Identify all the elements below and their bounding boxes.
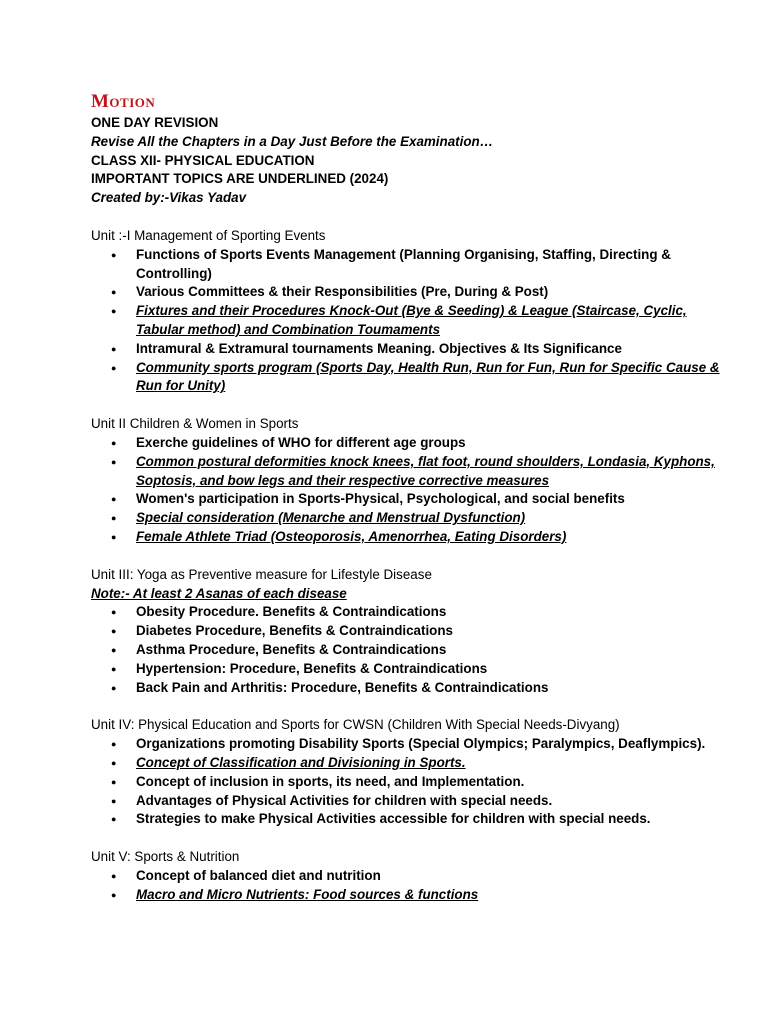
list-item-text: Macro and Micro Nutrients: Food sources & functions [136,886,479,902]
topic-list [91,735,731,829]
list-item [91,622,731,641]
doc-title: ONE DAY REVISION [91,115,219,130]
list-item-text: Organizations promoting Disability Sports (Special Olympics; Paralympics, Deaflympics). [136,736,706,752]
unit-note: Note:- At least 2 Asanas of each disease [91,585,347,601]
list-item-text: Special consideration (Menarche and Menstrual Dysfunction) [136,510,526,526]
list-item-text: Obesity Procedure. Benefits & Contraindications [136,604,447,620]
list-item-text: Women's participation in Sports-Physical, Psychological, and social benefits [136,491,625,507]
unit-title: Unit IV: Physical Education and Sports for CWSN (Children With Special Needs-Divyang) [91,717,620,733]
list-item [91,528,731,547]
list-item [91,283,731,302]
list-item [91,810,731,829]
section-gap [91,547,731,566]
list-item-text: Advantages of Physical Activities for children with special needs. [136,792,553,808]
document-page [91,90,731,904]
list-item-text: Concept of inclusion in sports, its need, and Implementation. [136,773,525,789]
list-item [91,754,731,773]
unit-title: Unit III: Yoga as Preventive measure for Lifestyle Disease [91,566,432,582]
list-item [91,792,731,811]
list-item [91,302,731,340]
topic-list [91,246,731,396]
list-item [91,679,731,698]
list-item [91,434,731,453]
list-item-text: Fixtures and their Procedures Knock-Out (Bye & Seeding) & League (Staircase, Cyclic, Tabular method) and Combination Toumaments [136,303,687,337]
class-line: CLASS XII- PHYSICAL EDUCATION [91,152,315,168]
list-item [91,603,731,622]
unit-title: Unit :-I Management of Sporting Events [91,227,326,243]
list-item-text: Concept of Classification and Divisioning in Sports. [136,754,466,770]
list-item [91,660,731,679]
doc-subtitle: Revise All the Chapters in a Day Just Before the Examination… [91,133,494,149]
list-item [91,453,731,491]
list-item [91,359,731,397]
topic-list [91,603,731,697]
list-item-text: Female Athlete Triad (Osteoporosis, Amenorrhea, Eating Disorders) [136,528,567,544]
list-item-text: Intramural & Extramural tournaments Meaning. Objectives & Its Significance [136,340,622,356]
list-item [91,886,731,905]
important-topics-line: IMPORTANT TOPICS ARE UNDERLINED (2024) [91,171,389,187]
list-item-text: Common postural deformities knock knees, flat foot, round shoulders, Londasia, Kyphons, Soptosis, and bow legs and their respective corrective measures [136,453,715,488]
section-gap [91,396,731,415]
list-item-text: Back Pain and Arthritis: Procedure, Benefits & Contraindications [136,679,549,695]
list-item-text: Community sports program (Sports Day, Health Run, Run for Fun, Run for Specific Cause & Run for Unity) [136,359,720,394]
list-item [91,867,731,886]
section-gap [91,697,731,716]
section-gap [91,208,731,227]
list-item-text: Strategies to make Physical Activities accessible for children with special needs. [136,811,651,827]
topic-list [91,867,731,905]
list-item-text: Diabetes Procedure, Benefits & Contraindications [136,623,453,639]
list-item [91,246,731,284]
list-item [91,773,731,792]
list-item [91,641,731,660]
list-item-text: Functions of Sports Events Management (Planning Organising, Staffing, Directing & Controlling) [136,246,671,281]
unit-title: Unit V: Sports & Nutrition [91,849,240,865]
list-item-text: Various Committees & their Responsibilities (Pre, During & Post) [136,284,549,300]
unit-title: Unit II Children & Women in Sports [91,416,299,432]
motion-logo: Motion [91,91,156,112]
created-by: Created by:-Vikas Yadav [91,190,247,206]
list-item-text: Hypertension: Procedure, Benefits & Contraindications [136,660,488,676]
list-item [91,509,731,528]
list-item [91,340,731,359]
units-container [91,208,731,905]
list-item-text: Asthma Procedure, Benefits & Contraindications [136,641,447,657]
section-gap [91,829,731,848]
list-item-text: Exerche guidelines of WHO for different age groups [136,434,466,450]
list-item [91,490,731,509]
topic-list [91,434,731,547]
list-item-text: Concept of balanced diet and nutrition [136,867,381,883]
list-item [91,735,731,754]
